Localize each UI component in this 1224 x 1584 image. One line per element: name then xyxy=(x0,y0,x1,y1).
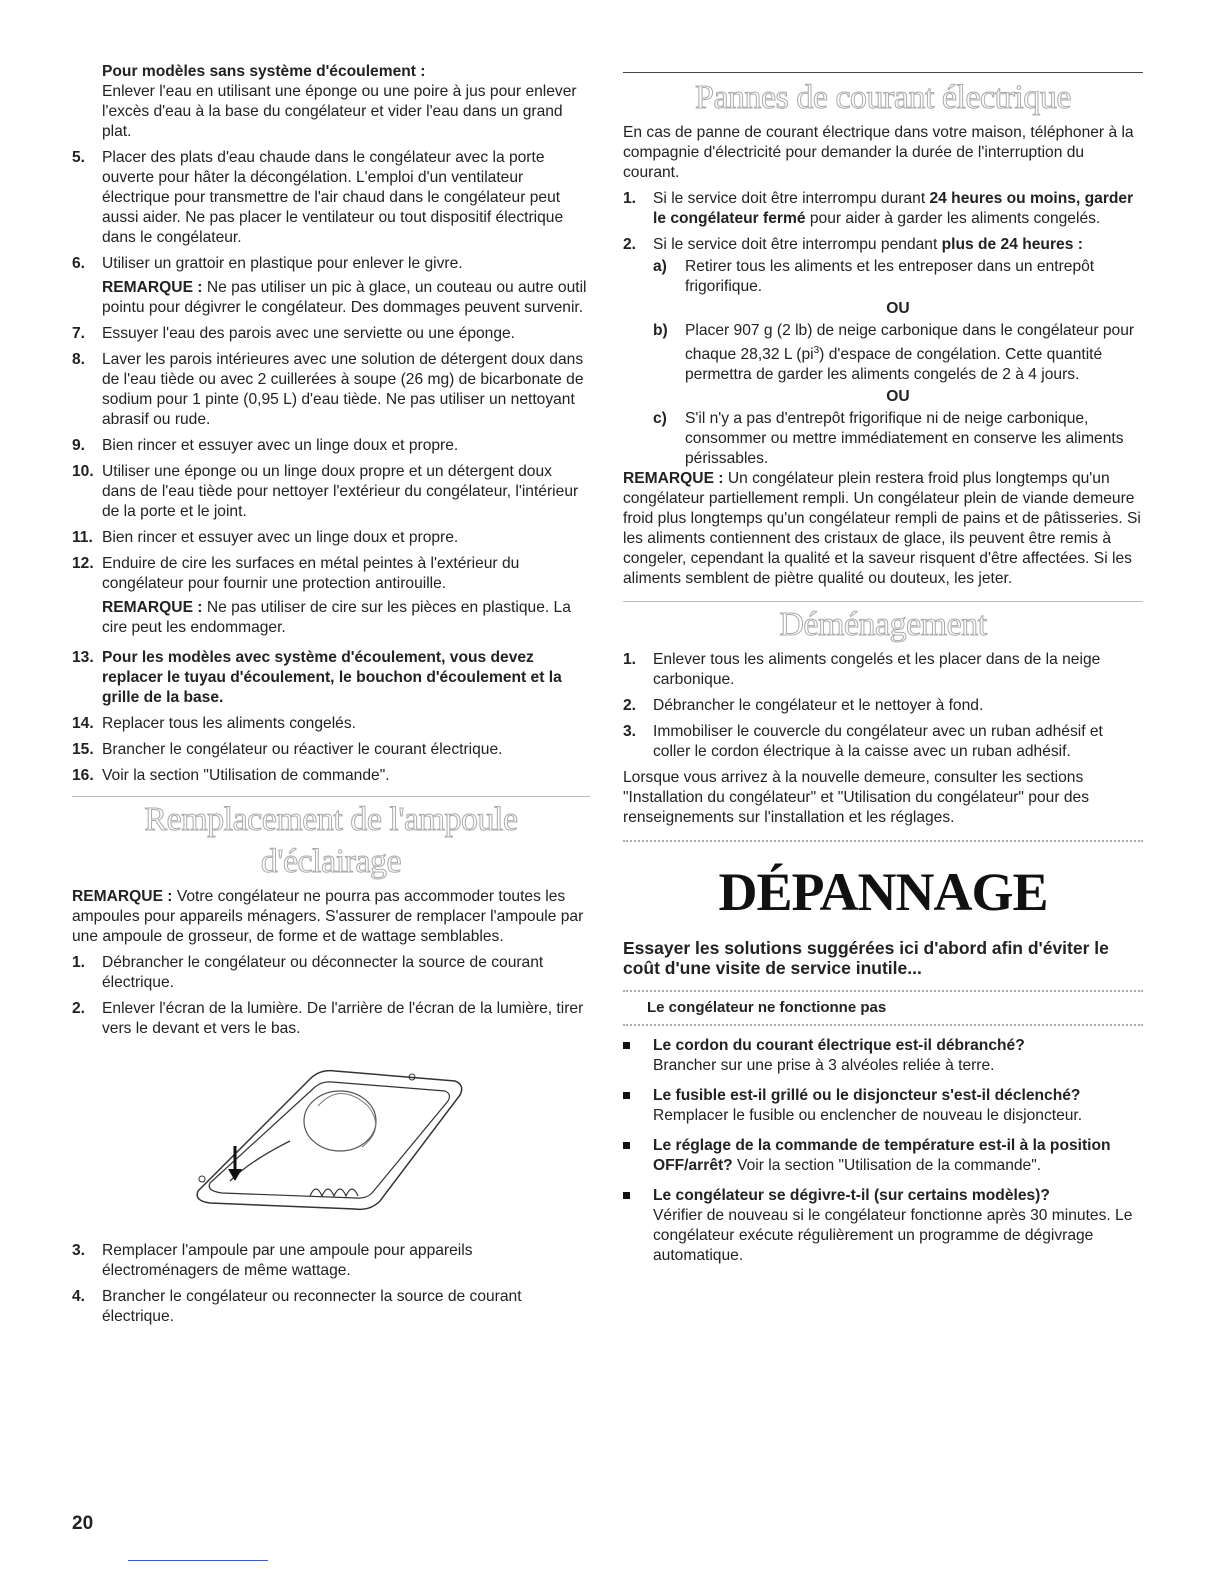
bulb-step-1: 1. Débrancher le congélateur ou déconnecter la source de courant électrique. xyxy=(72,954,544,991)
dotted-divider xyxy=(623,1024,1143,1026)
move-outro: Lorsque vous arrivez à la nouvelle demeure, consulter les sections "Installation du congélateur" et "Utilisation du congélateur" pour des renseignements sur l'installation et les réglages. xyxy=(623,769,1089,827)
power-intro: En cas de panne de courant électrique dans votre maison, téléphoner à la compagnie d'électricité pour demander la durée de l'interruption du courant. xyxy=(623,124,1134,181)
bullet-square-icon xyxy=(623,1192,630,1199)
or-label: OU xyxy=(886,388,910,406)
list-item-12: 12. Enduire de cire les surfaces en métal peintes à l'extérieur du congélateur pour fournir une protection antirouille. xyxy=(72,555,520,592)
section-divider xyxy=(72,796,590,797)
list-item-15: 15. Brancher le congélateur ou réactiver le courant électrique. xyxy=(72,741,503,758)
troubleshooting-intro: Essayer les solutions suggérées ici d'abord afin d'éviter le coût d'une visite de service inutile... xyxy=(623,938,1109,979)
bulb-note: REMARQUE : Votre congélateur ne pourra pas accommoder toutes les ampoules pour appareils ménagers. S'assurer de remplacer l'ampoule par une ampoule de grosseur, de forme et de wattage semblables. xyxy=(72,888,584,945)
list-item-9: 9. Bien rincer et essuyer avec un linge doux et propre. xyxy=(72,437,459,454)
problem-subheading: Le congélateur ne fonctionne pas xyxy=(647,999,887,1017)
footer-line xyxy=(128,1560,268,1561)
drain-heading: Pour modèles sans système d'écoulement : xyxy=(102,63,426,80)
list-item-6: 6. Utiliser un grattoir en plastique pour enlever le givre. xyxy=(72,255,463,272)
or-label: OU xyxy=(886,300,910,317)
move-step-2: 2. Débrancher le congélateur et le nettoyer à fond. xyxy=(623,697,984,715)
power-step-2: 2. Si le service doit être interrompu pendant plus de 24 heures : xyxy=(623,236,1083,253)
bulb-section-heading: Remplacement de l'ampoule d'éclairage xyxy=(144,801,518,880)
list-item-10: 10. Utiliser une éponge ou un linge doux propre et un détergent doux dans de l'eau tiède pour nettoyer l'extérieur du congélateur, l'intérieur de la porte et le joint. xyxy=(72,463,579,520)
left-column xyxy=(72,62,590,1333)
section-divider xyxy=(623,601,1143,602)
list-item-11: 11. Bien rincer et essuyer avec un linge doux et propre. xyxy=(72,529,459,546)
list-item-5: 5. Placer des plats d'eau chaude dans le congélateur avec la porte ouverte pour hâter la décongélation. L'emploi d'un ventilateur électrique pour transmettre de l'air chaud dans le congélateur peut aussi aider. Ne pas placer le ventilateur ou tout dispositif électrique dans le congélateur. xyxy=(72,149,564,246)
check-item: Le fusible est-il grillé ou le disjoncteur s'est-il déclenché? Remplacer le fusible ou enclencher de nouveau le disjoncteur. xyxy=(623,1086,1143,1126)
power-option-c: c) S'il n'y a pas d'entrepôt frigorifique ni de neige carbonique, consommer ou mettre immédiatement en conserve les aliments périssables. xyxy=(653,410,1124,468)
note-wax: REMARQUE : Ne pas utiliser de cire sur les pièces en plastique. La cire peut les endommager. xyxy=(102,599,571,636)
power-note: REMARQUE : Un congélateur plein restera froid plus longtemps qu'un congélateur partiellement rempli. Un congélateur plein de viande demeure froid plus longtemps qu'un congélateur rempli de pains et de pâtisseries. Si les aliments contiennent des cristaux de glace, ils peuvent être remis à congeler, cependant la qualité et la saveur risquent d'être affectées. Si les aliments semblent de piètre qualité ou douteux, les jeter. xyxy=(623,470,1141,588)
right-column xyxy=(623,72,1143,1266)
power-option-a: a) Retirer tous les aliments et les entreposer dans un entrepôt frigorifique. xyxy=(653,258,1095,295)
power-section-heading: Pannes de courant électrique xyxy=(695,79,1071,116)
page-number: 20 xyxy=(72,1513,94,1534)
move-step-1: 1. Enlever tous les aliments congelés et les placer dans de la neige carbonique. xyxy=(623,651,1101,689)
light-shield-drawing xyxy=(190,1051,470,1221)
list-item-7: 7. Essuyer l'eau des parois avec une serviette ou une éponge. xyxy=(72,325,516,342)
note-ice-pick: REMARQUE : Ne pas utiliser un pic à glace, un couteau ou autre outil pointu pour dégivrer le congélateur. Des dommages peuvent survenir. xyxy=(102,279,587,316)
list-item-8: 8. Laver les parois intérieures avec une solution de détergent doux dans de l'eau tiède ou avec 2 cuillerées à soupe (26 mg) de bicarbonate de sodium pour 1 pinte (0,95 L) d'eau tiède. Ne pas utiliser un nettoyant abrasif ou rude. xyxy=(72,351,584,428)
power-step-1: 1. Si le service doit être interrompu durant 24 heures ou moins, garder le congélateur fermé pour aider à garder les aliments congelés. xyxy=(623,190,1134,227)
list-item-16: 16. Voir la section "Utilisation de commande". xyxy=(72,767,390,784)
check-item: Le réglage de la commande de température est-il à la position OFF/arrêt? Voir la section "Utilisation de la commande". xyxy=(623,1136,1143,1176)
bullet-square-icon xyxy=(623,1092,630,1099)
dotted-divider xyxy=(623,840,1143,842)
bullet-square-icon xyxy=(623,1042,630,1049)
troubleshooting-title: DÉPANNAGE xyxy=(718,862,1048,923)
bullet-square-icon xyxy=(623,1142,630,1149)
bulb-step-2: 2. Enlever l'écran de la lumière. De l'arrière de l'écran de la lumière, tirer vers le devant et vers le bas. xyxy=(72,1000,584,1037)
moving-section-heading: Déménagement xyxy=(779,606,987,644)
top-rule xyxy=(623,72,1143,73)
drain-text: Enlever l'eau en utilisant une éponge ou une poire à jus pour enlever l'excès d'eau à la base du congélateur et vider l'eau dans un grand plat. xyxy=(102,83,577,140)
power-option-b: b) Placer 907 g (2 lb) de neige carbonique dans le congélateur pour chaque 28,32 L $(pi^3)$ d'espace de congélation. Cette quantité permettra de garder les aliments congelés de 2 à 4 jours. xyxy=(653,322,1135,384)
list-item-14: 14. Replacer tous les aliments congelés. xyxy=(72,715,356,732)
move-step-3: 3. Immobiliser le couvercle du congélateur avec un ruban adhésif et coller le cordon électrique à la caisse avec un ruban adhésif. xyxy=(623,723,1103,761)
check-item: Le congélateur se dégivre-t-il (sur certains modèles)? Vérifier de nouveau si le congélateur fonctionne après 30 minutes. Le congélateur exécute régulièrement un programme de dégivrage automatique. xyxy=(623,1186,1143,1266)
list-item-13: 13. Pour les modèles avec système d'écoulement, vous devez replacer le tuyau d'écoulement, le bouchon d'écoulement et la grille de la base. xyxy=(72,649,562,706)
check-item: Le cordon du courant électrique est-il débranché? Brancher sur une prise à 3 alvéoles reliée à terre. xyxy=(623,1036,1143,1076)
bulb-step-3: 3. Remplacer l'ampoule par une ampoule pour appareils électroménagers de même wattage. xyxy=(72,1242,473,1279)
light-shield-illustration xyxy=(190,1051,590,1227)
bulb-step-4: 4. Brancher le congélateur ou reconnecter la source de courant électrique. xyxy=(72,1288,522,1325)
